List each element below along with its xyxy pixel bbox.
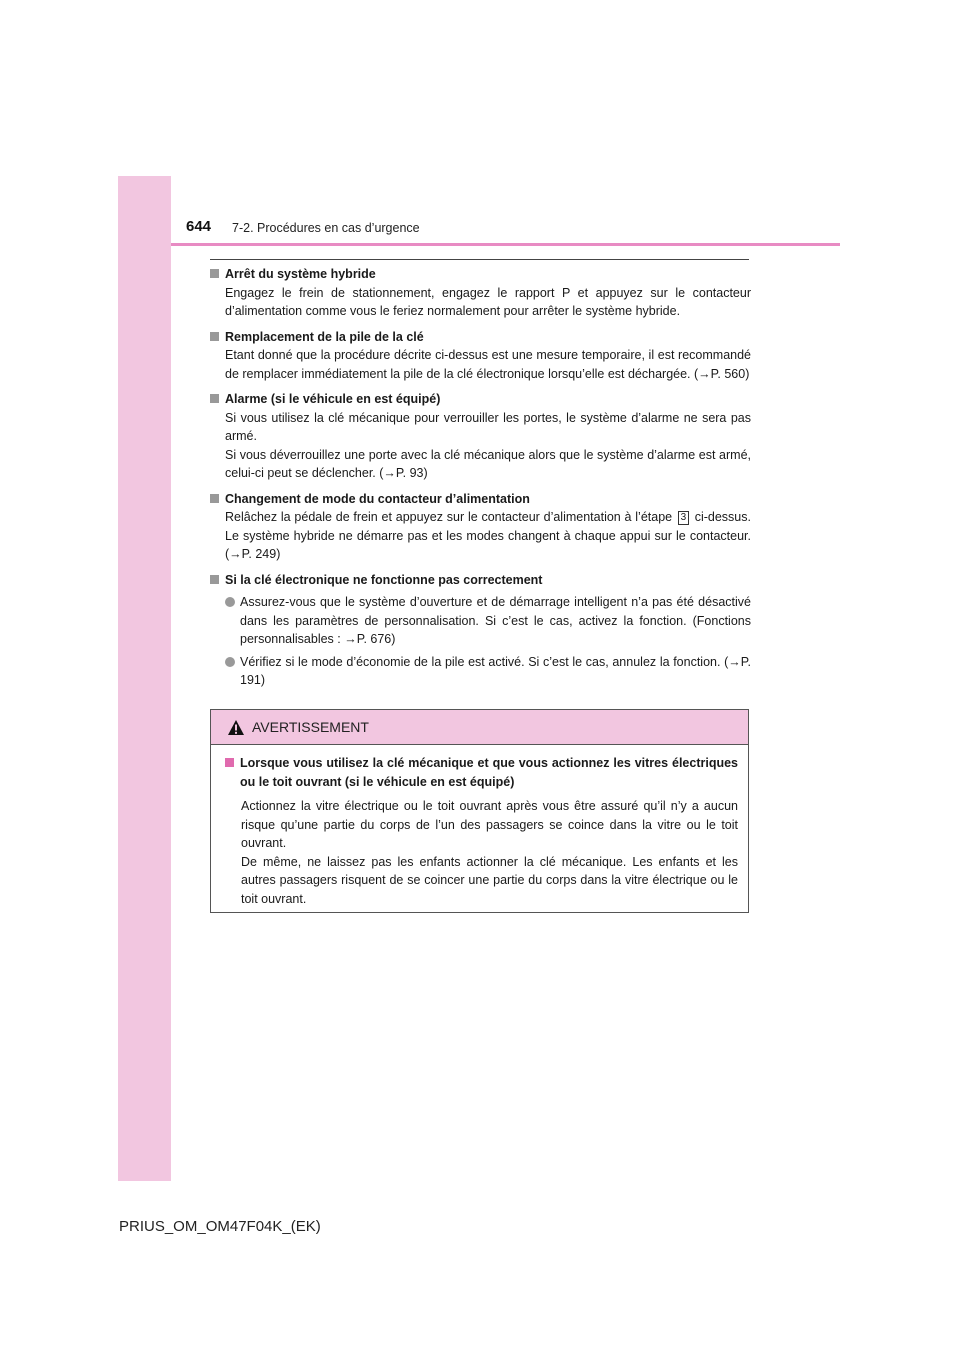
section-body: Engagez le frein de stationnement, engagez le rapport P et appuyez sur le contacteur d’alimentation comme vous le feriez normalement pour arrêter le système hybride. — [225, 285, 751, 318]
warning-header — [211, 710, 748, 745]
section-power-mode — [210, 490, 751, 564]
section-title: Alarme (si le véhicule en est équipé) — [225, 392, 441, 406]
square-bullet-icon — [210, 332, 219, 341]
header-bar — [171, 243, 840, 246]
round-bullet-icon — [225, 657, 235, 667]
list-item-text: Assurez-vous que le système d’ouverture et de démarrage intelligent n’a pas été désactivé dans les paramètres de personnalisation. Si c’est le cas, activez la fonction. (Fonctions personnalisables : →P. 676) — [240, 595, 751, 646]
square-bullet-icon — [210, 575, 219, 584]
body-text: Relâchez la pédale de frein et appuyez sur le contacteur d’alimentation à l’étape — [225, 510, 673, 524]
warning-title: Lorsque vous utilisez la clé mécanique et que vous actionnez les vitres électriques ou le toit ouvrant (si le véhicule en est équipé) — [240, 756, 738, 789]
section-alarm — [210, 390, 751, 483]
top-rule — [210, 259, 749, 260]
section-key-battery — [210, 328, 751, 384]
section-title: Si la clé électronique ne fonctionne pas correctement — [225, 572, 543, 587]
step-reference: 3 — [678, 511, 689, 525]
warning-body: Actionnez la vitre électrique ou le toit ouvrant après vous être assuré qu’il n’y a aucun risque qu’une partie du corps de l’un des passagers se coince dans la vitre ou le toit ouvrant. — [241, 799, 738, 850]
section-title: Changement de mode du contacteur d’alimentation — [225, 491, 530, 506]
square-bullet-icon — [210, 394, 219, 403]
warning-heading: AVERTISSEMENT — [252, 719, 369, 735]
section-title: Arrêt du système hybride — [225, 267, 376, 281]
list-item — [210, 653, 751, 690]
warning-body: De même, ne laissez pas les enfants actionner la clé mécanique. Les enfants et les autres passagers risquent de se coincer une partie du corps dans la vitre électrique ou le toit ouvrant. — [241, 854, 738, 906]
section-body: Si vous utilisez la clé mécanique pour verrouiller les portes, le système d’alarme ne sera pas armé. — [225, 410, 751, 443]
section-body: Si vous déverrouillez une porte avec la clé mécanique alors que le système d’alarme est armé, celui-ci peut se déclencher. (→P. 93) — [225, 447, 751, 480]
section-hybrid-stop — [210, 265, 751, 321]
body-text: ci-dessus. Le système hybride ne démarre pas et les modes changent à chaque appui sur le contacteur. (→P. 249) — [225, 510, 751, 561]
section-title: Remplacement de la pile de la clé — [225, 329, 424, 344]
list-item — [210, 593, 751, 649]
section-key-malfunction — [210, 571, 751, 690]
square-bullet-icon — [210, 269, 219, 278]
section-body — [210, 508, 751, 564]
round-bullet-icon — [225, 597, 235, 607]
list-item-text: Vérifiez si le mode d’économie de la pile est activé. Si c’est le cas, annulez la fonction. (→P. 191) — [240, 654, 751, 687]
page-number: 644 — [186, 218, 212, 235]
section-label: 7-2. Procédures en cas d’urgence — [232, 221, 420, 235]
content — [210, 265, 751, 697]
warning-triangle-icon — [227, 719, 245, 736]
side-band — [118, 176, 171, 1181]
warning-content — [211, 745, 748, 908]
section-body: Etant donné que la procédure décrite ci-dessus est une mesure temporaire, il est recommandé de remplacer immédiatement la pile de la clé électronique lorsqu’elle est déchargée. (→P. 560) — [225, 348, 751, 381]
warning-box — [210, 709, 749, 913]
square-bullet-icon — [210, 494, 219, 503]
footer-code: PRIUS_OM_OM47F04K_(EK) — [119, 1218, 321, 1235]
square-bullet-icon — [225, 758, 234, 767]
